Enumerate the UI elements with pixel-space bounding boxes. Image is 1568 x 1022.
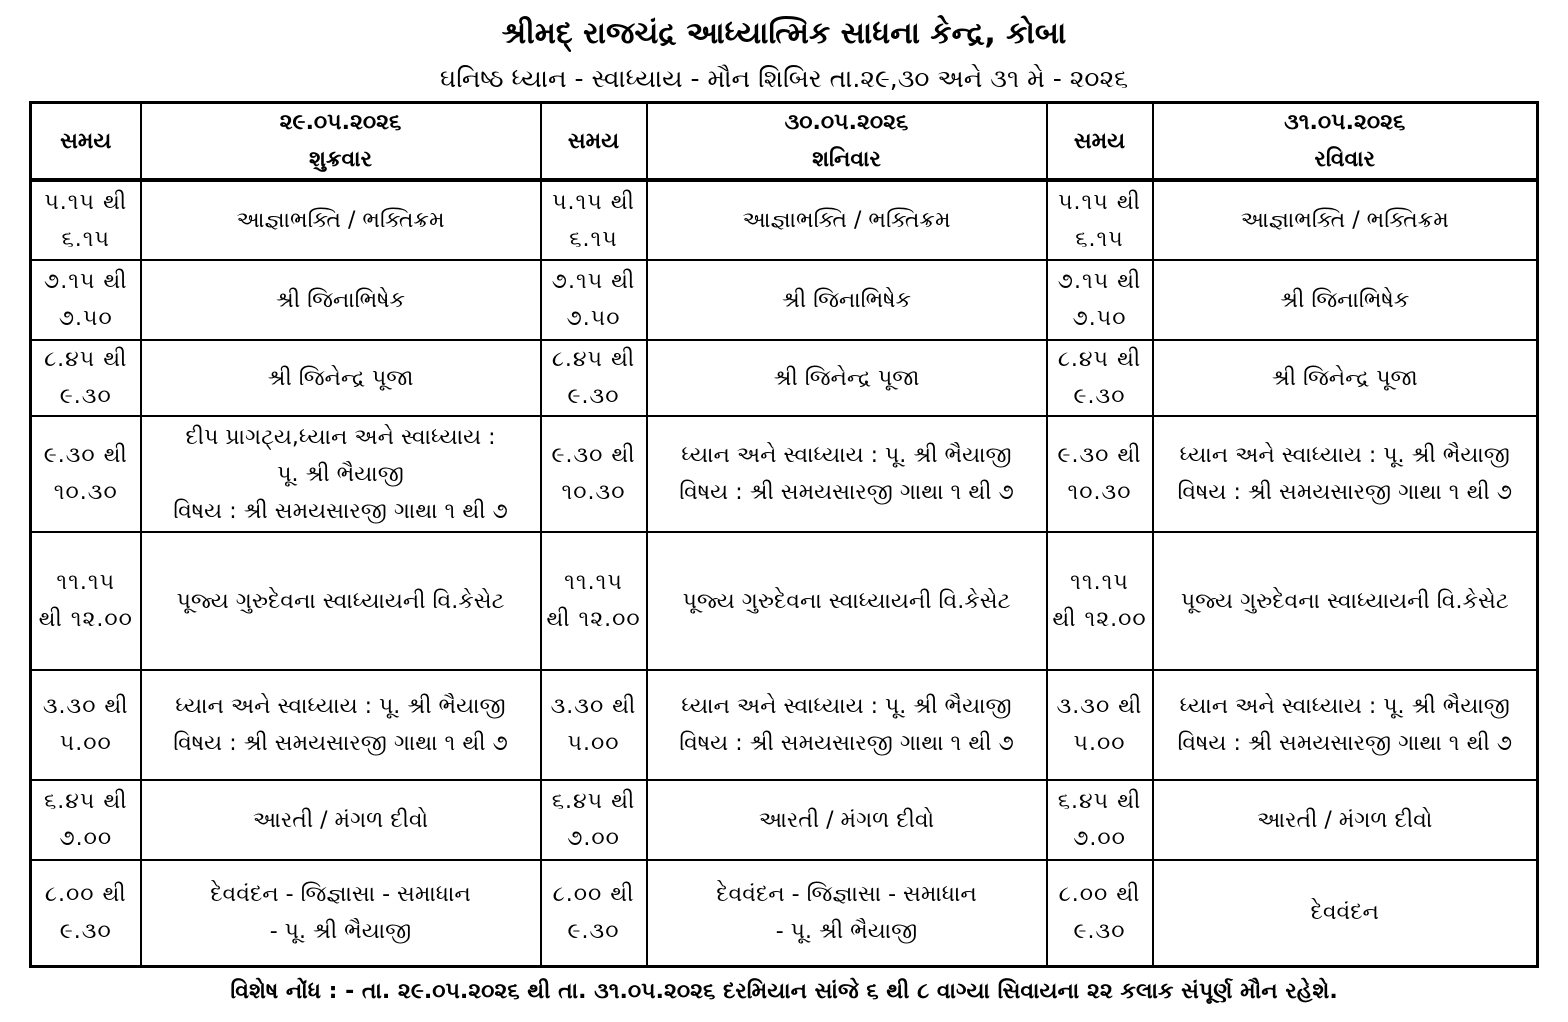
activity-cell [1153, 670, 1538, 780]
activity-line: આરતી / મંગળ દીવો [758, 807, 935, 833]
time-cell [541, 180, 647, 260]
day-header [1153, 103, 1538, 181]
page-subtitle: ઘનિષ્ઠ ધ્યાન - સ્વાધ્યાય - મૌન શિબિર તા.૨૯,૩૦ અને ૩૧ મે - ૨૦૨૬ [439, 64, 1129, 93]
time-line: ૯.૩૦ [567, 918, 620, 944]
time-line: ૭.૧૫ થી [551, 269, 636, 294]
time-cell [541, 780, 647, 860]
time-line: થી ૧૨.૦૦ [38, 607, 133, 632]
activity-cell [1153, 860, 1538, 966]
time-line: ૮.૦૦ થી [1058, 881, 1141, 907]
time-line: ૬.૪૫ થી [43, 789, 128, 814]
time-line: ૮.૪૫ થી [1057, 347, 1142, 372]
activity-cell [141, 340, 541, 416]
time-line: થી ૧૨.૦૦ [1052, 607, 1147, 632]
time-line: ૮.૪૫ થી [44, 347, 128, 372]
activity-cell [647, 860, 1047, 966]
special-note: વિશેષ નોંધ : - તા. ૨૯.૦૫.૨૦૨૬ થી તા. ૩૧.૦૫.૨૦૨૬ દરમિયાન સાંજે ૬ થી ૮ વાગ્યા સિવાયના ૨૨ કલાક સંપૂર્ણ મૌન રહેશે. [230, 979, 1338, 1004]
activity-cell [141, 260, 541, 340]
time-line: ૯.૩૦ [1073, 918, 1126, 944]
day-weekday: રવિવાર [1314, 147, 1376, 172]
activity-line: ધ્યાન અને સ્વાધ્યાય : પૂ. શ્રી ભૈયાજી [1179, 443, 1510, 468]
time-cell [31, 532, 141, 670]
activity-line: - પૂ. શ્રી ભૈયાજી [775, 918, 918, 944]
header-row [31, 103, 1538, 181]
activity-line: ધ્યાન અને સ્વાધ્યાય : પૂ. શ્રી ભૈયાજી [681, 694, 1012, 719]
time-cell [31, 416, 141, 532]
schedule-row [31, 670, 1538, 780]
activity-line: આજ્ઞાભક્તિ / ભક્તિક્રમ [742, 208, 951, 233]
time-line: ૯.૩૦ થી [43, 443, 128, 468]
activity-line: પૂજ્ય ગુરુદેવના સ્વાધ્યાયની વિ.કેસેટ [682, 588, 1011, 614]
activity-line: વિષય : શ્રી સમયસારજી ગાથા ૧ થી ૭ [173, 498, 508, 524]
time-cell [31, 860, 141, 966]
activity-line: વિષય : શ્રી સમયસારજી ગાથા ૧ થી ૭ [1177, 480, 1513, 505]
activity-cell [1153, 780, 1538, 860]
time-line: ૧૧.૧૫ [564, 570, 623, 595]
time-line: ૬.૪૫ થી [551, 789, 636, 814]
activity-line: ધ્યાન અને સ્વાધ્યાય : પૂ. શ્રી ભૈયાજી [1179, 694, 1510, 719]
day-date: ૩૦.૦૫.૨૦૨૬ [784, 110, 909, 135]
time-line: ૧૦.૩૦ [53, 480, 118, 505]
activity-cell [647, 416, 1047, 532]
time-line: ૭.૧૫ થી [43, 269, 128, 294]
activity-line: વિષય : શ્રી સમયસારજી ગાથા ૧ થી ૭ [173, 731, 508, 756]
activity-cell [141, 416, 541, 532]
schedule-table [29, 101, 1539, 968]
schedule-row [31, 416, 1538, 532]
time-header: સમય [1047, 103, 1153, 181]
day-date: ૨૯.૦૫.૨૦૨૬ [279, 110, 402, 135]
time-line: ૩.૩૦ થી [550, 694, 637, 719]
activity-cell [647, 260, 1047, 340]
activity-line: શ્રી જિનેન્દ્ર પૂજા [267, 365, 414, 391]
activity-line: શ્રી જિનાભિષેક [781, 287, 912, 313]
time-line: ૬.૪૫ થી [1057, 789, 1142, 814]
time-line: ૯.૩૦ [59, 918, 112, 944]
time-line: ૮.૪૫ થી [551, 347, 636, 372]
activity-line: દેવવંદન - જિજ્ઞાસા - સમાધાન [716, 881, 977, 907]
day-date: ૩૧.૦૫.૨૦૨૬ [1284, 110, 1406, 135]
activity-cell [1153, 416, 1538, 532]
time-line: ૯.૩૦ [1073, 384, 1126, 409]
activity-cell [647, 340, 1047, 416]
time-line: ૮.૦૦ થી [552, 881, 635, 907]
activity-cell [647, 780, 1047, 860]
activity-line: શ્રી જિનાભિષેક [1280, 287, 1410, 313]
activity-line: શ્રી જિનાભિષેક [275, 287, 406, 313]
time-cell [31, 780, 141, 860]
time-cell [31, 670, 141, 780]
activity-line: આજ્ઞાભક્તિ / ભક્તિક્રમ [236, 208, 445, 233]
time-cell [1047, 260, 1153, 340]
activity-cell [647, 180, 1047, 260]
time-cell [31, 180, 141, 260]
time-header: સમય [541, 103, 647, 181]
time-line: ૭.૦૦ [567, 826, 620, 851]
time-line: ૧૦.૩૦ [561, 480, 626, 505]
time-cell [31, 260, 141, 340]
time-line: ૬.૧૫ [1075, 226, 1124, 252]
schedule-row [31, 180, 1538, 260]
activity-line: ધ્યાન અને સ્વાધ્યાય : પૂ. શ્રી ભૈયાજી [175, 694, 506, 719]
time-cell [1047, 670, 1153, 780]
schedule-row [31, 780, 1538, 860]
page-title: શ્રીમદ્ રાજચંદ્ર આધ્યાત્મિક સાધના કેન્દ્ર, કોબા [501, 16, 1067, 51]
time-cell [541, 416, 647, 532]
day-header [647, 103, 1047, 181]
day-weekday: શુક્રવાર [309, 147, 372, 172]
activity-line: વિષય : શ્રી સમયસારજી ગાથા ૧ થી ૭ [679, 731, 1014, 756]
activity-line: પૂજ્ય ગુરુદેવના સ્વાધ્યાયની વિ.કેસેટ [176, 588, 505, 614]
schedule-row [31, 340, 1538, 416]
activity-line: વિષય : શ્રી સમયસારજી ગાથા ૧ થી ૭ [679, 480, 1014, 505]
time-line: ૩.૩૦ થી [42, 694, 129, 719]
activity-cell [141, 532, 541, 670]
activity-cell [1153, 532, 1538, 670]
time-line: ૫.૦૦ [59, 731, 112, 756]
activity-line: આરતી / મંગળ દીવો [1257, 807, 1433, 833]
time-line: ૭.૫૦ [566, 306, 621, 331]
time-line: ૭.૧૫ થી [1057, 269, 1142, 294]
day-weekday: શનિવાર [812, 147, 881, 172]
time-line: ૬.૧૫ [569, 226, 618, 252]
schedule-row [31, 860, 1538, 966]
time-cell [1047, 180, 1153, 260]
time-line: ૬.૧૫ [61, 226, 111, 252]
time-cell [1047, 532, 1153, 670]
time-cell [541, 532, 647, 670]
activity-cell [141, 780, 541, 860]
time-line: ૭.૫૦ [58, 306, 113, 331]
time-cell [1047, 416, 1153, 532]
time-line: ૭.૫૦ [1072, 306, 1127, 331]
time-cell [541, 670, 647, 780]
time-line: ૯.૩૦ થી [551, 443, 636, 468]
time-line: ૯.૩૦ [567, 384, 620, 409]
activity-cell [647, 532, 1047, 670]
activity-line: આરતી / મંગળ દીવો [252, 807, 429, 833]
activity-line: આજ્ઞાભક્તિ / ભક્તિક્રમ [1240, 208, 1449, 233]
activity-line: - પૂ. શ્રી ભૈયાજી [269, 918, 412, 944]
activity-line: વિષય : શ્રી સમયસારજી ગાથા ૧ થી ૭ [1177, 731, 1513, 756]
time-line: ૩.૩૦ થી [1056, 694, 1143, 719]
schedule-row [31, 260, 1538, 340]
activity-line: દેવવંદન [1310, 900, 1379, 926]
schedule-row [31, 532, 1538, 670]
time-cell [541, 340, 647, 416]
time-cell [541, 860, 647, 966]
time-cell [1047, 780, 1153, 860]
time-line: ૯.૩૦ થી [1057, 443, 1142, 468]
time-line: ૧૧.૧૫ [56, 570, 116, 595]
activity-line: દેવવંદન - જિજ્ઞાસા - સમાધાન [210, 881, 471, 907]
activity-cell [1153, 260, 1538, 340]
time-line: ૫.૧૫ થી [44, 189, 128, 215]
activity-line: પૂજ્ય ગુરુદેવના સ્વાધ્યાયની વિ.કેસેટ [1180, 588, 1509, 614]
time-line: ૧૦.૩૦ [1067, 480, 1132, 505]
activity-line: ધ્યાન અને સ્વાધ્યાય : પૂ. શ્રી ભૈયાજી [681, 443, 1012, 468]
activity-line: શ્રી જિનેન્દ્ર પૂજા [1271, 365, 1418, 391]
time-line: ૯.૩૦ [59, 384, 112, 409]
activity-line: પૂ. શ્રી ભૈયાજી [277, 461, 404, 487]
time-line: ૧૧.૧૫ [1070, 570, 1129, 595]
time-cell [1047, 860, 1153, 966]
activity-cell [1153, 180, 1538, 260]
activity-cell [141, 670, 541, 780]
time-line: ૫.૦૦ [567, 731, 620, 756]
day-header [141, 103, 541, 181]
activity-line: દીપ પ્રાગટ્ય,ધ્યાન અને સ્વાધ્યાય : [185, 424, 496, 450]
time-line: થી ૧૨.૦૦ [546, 607, 641, 632]
time-header: સમય [31, 103, 141, 181]
time-cell [541, 260, 647, 340]
activity-cell [141, 860, 541, 966]
time-line: ૫.૧૫ થી [552, 189, 635, 215]
activity-cell [1153, 340, 1538, 416]
time-line: ૫.૦૦ [1073, 731, 1126, 756]
time-line: ૮.૦૦ થી [44, 881, 127, 907]
time-cell [1047, 340, 1153, 416]
activity-cell [141, 180, 541, 260]
activity-cell [647, 670, 1047, 780]
activity-line: શ્રી જિનેન્દ્ર પૂજા [773, 365, 920, 391]
time-line: ૭.૦૦ [59, 826, 113, 851]
time-cell [31, 340, 141, 416]
time-line: ૭.૦૦ [1073, 826, 1126, 851]
time-line: ૫.૧૫ થી [1058, 189, 1141, 215]
